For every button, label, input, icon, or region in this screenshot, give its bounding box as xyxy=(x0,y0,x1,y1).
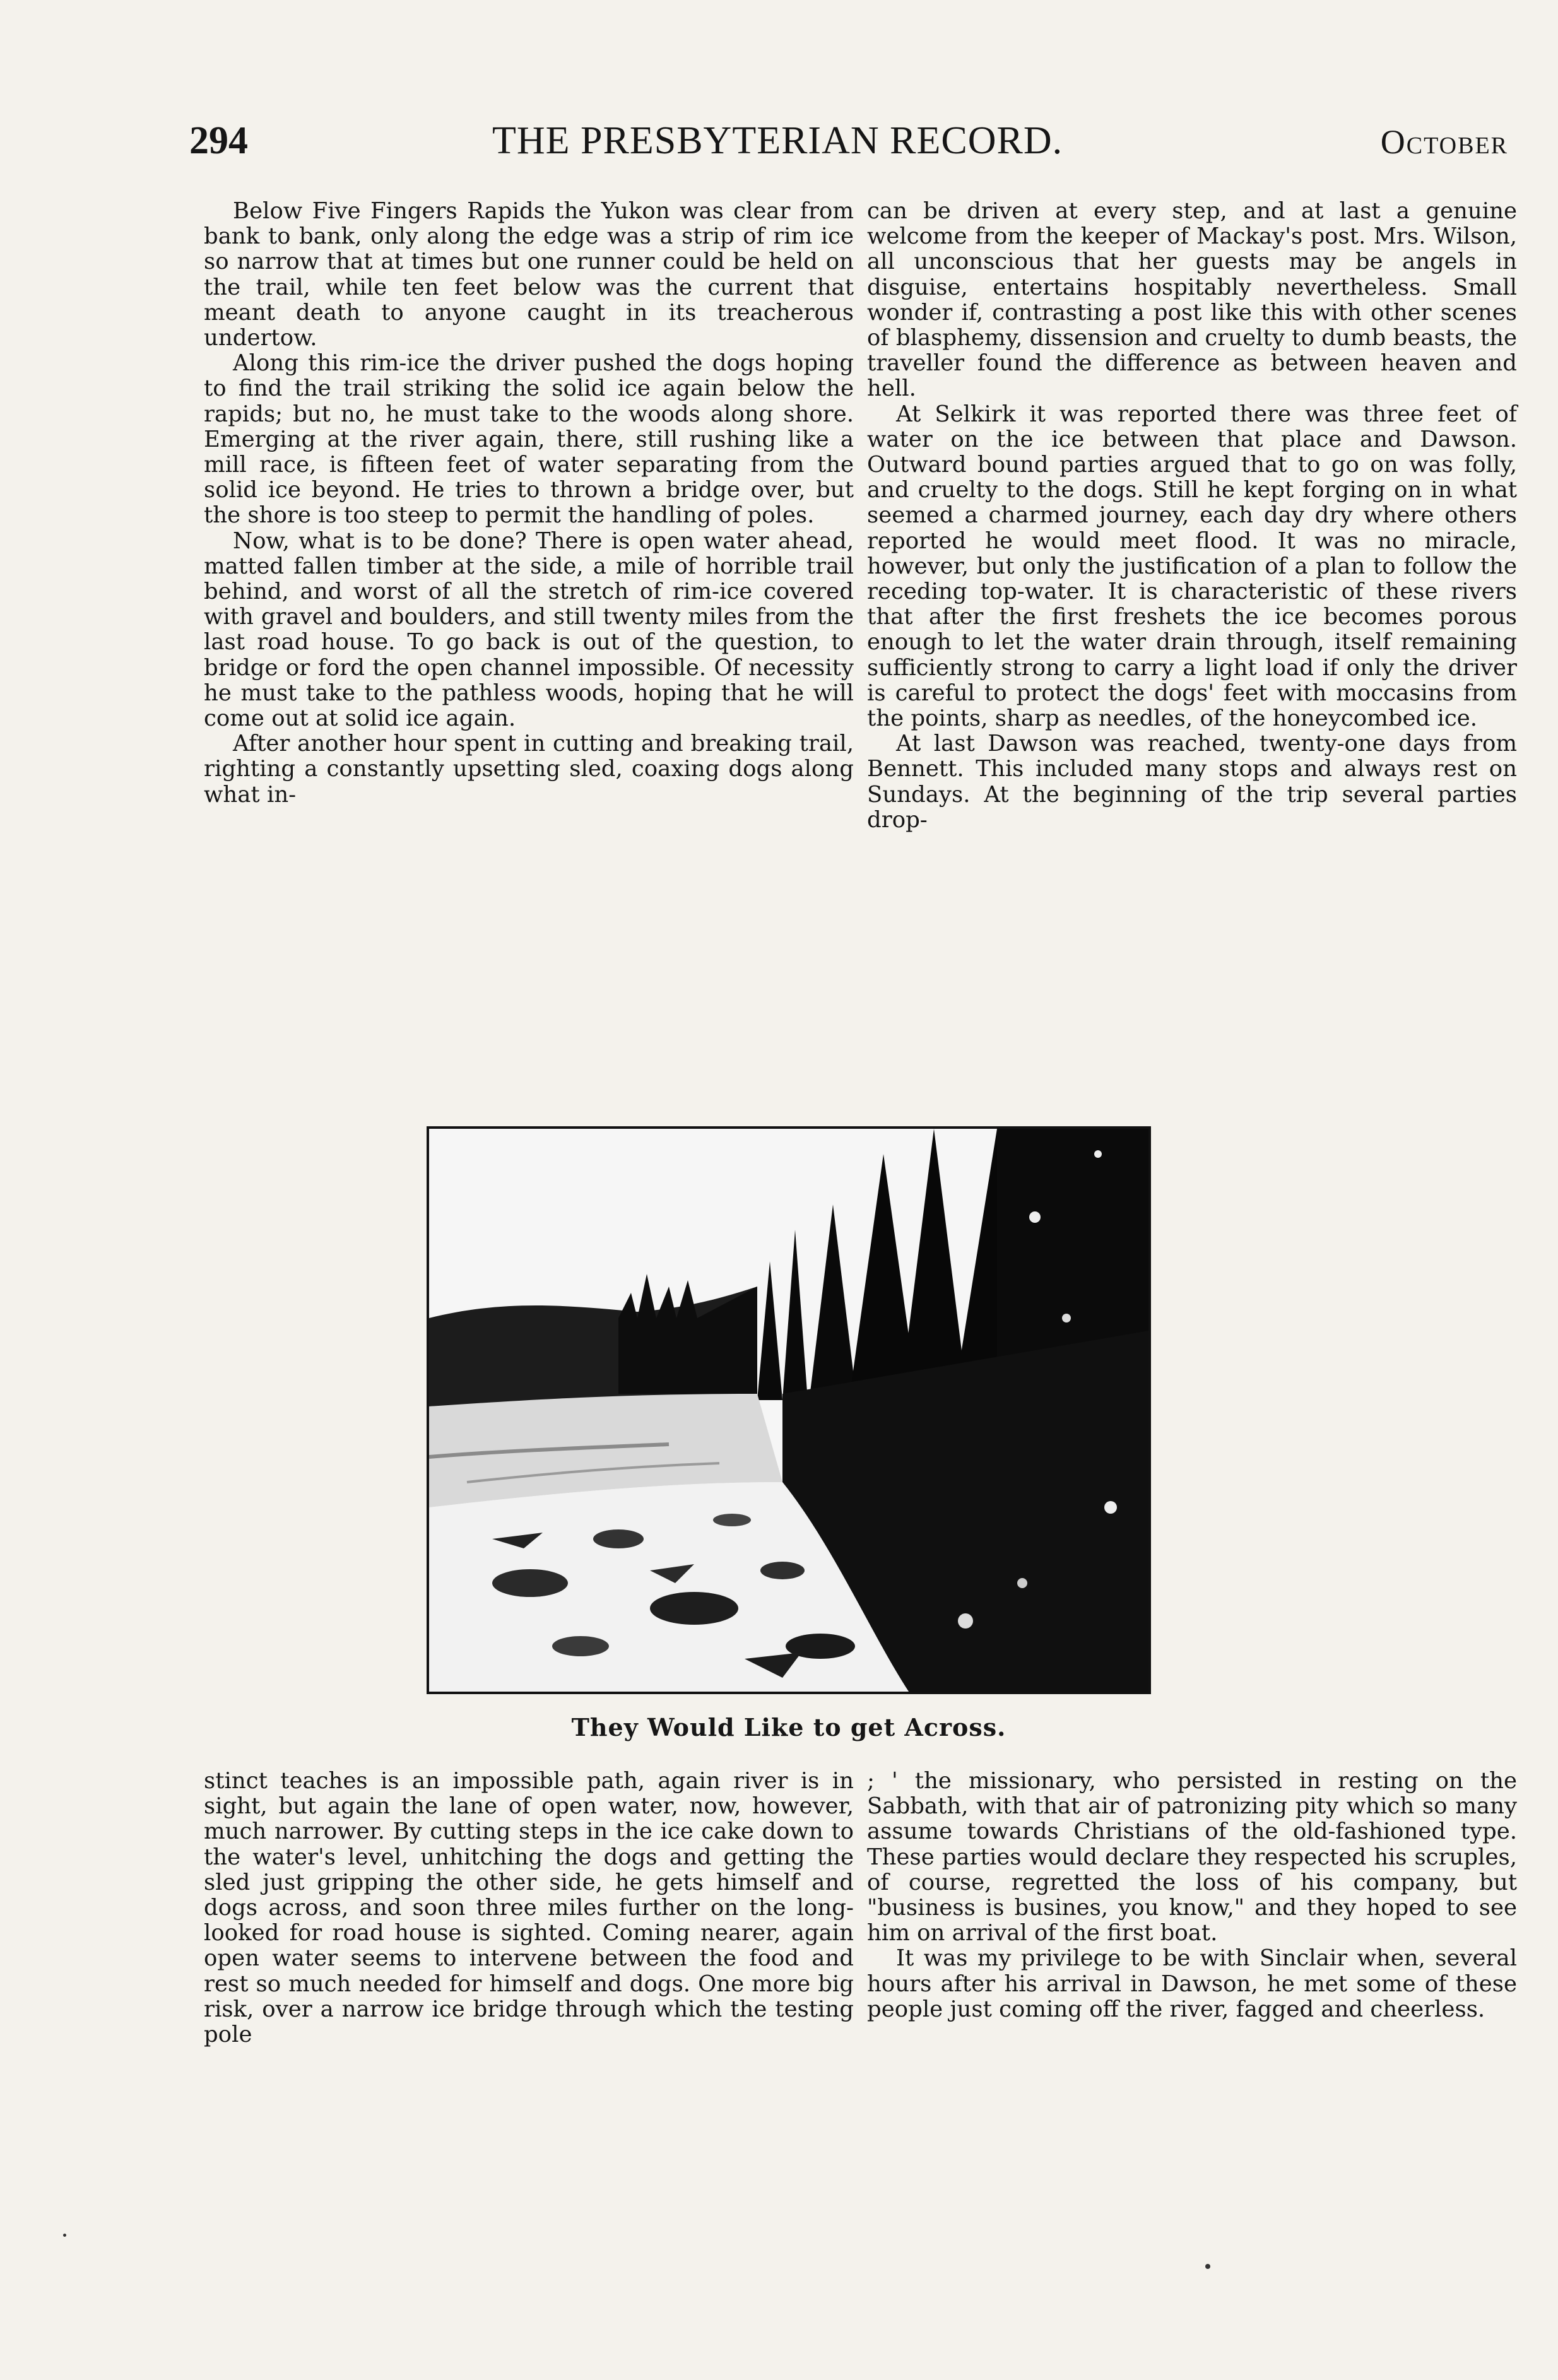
text-column-top-left xyxy=(204,199,854,808)
paragraph: At last Dawson was reached, twenty-one days from Bennett. This included many stops and always rest on Sundays. At the beginning of the trip several parties drop- xyxy=(867,731,1517,833)
issue-month: October xyxy=(1380,123,1508,161)
text-column-bottom-right xyxy=(867,1769,1517,2022)
paragraph: Below Five Fingers Rapids the Yukon was clear from bank to bank, only along the edge was a strip of rim ice so narrow that at times but one runner could be held on the trail, while ten feet below was the current that meant death to anyone caught in its treacherous undertow. xyxy=(204,198,854,351)
paragraph: can be driven at every step, and at last a genuine welcome from the keeper of Mackay's post. Mrs. Wilson, all unconscious that her guests may be angels in disguise, entertains hospitably nevertheless. Small wonder if, contrasting a post like this with other scenes of blasphemy, dissension and cruelty to dumb beasts, the traveller found the difference as between heaven and hell. xyxy=(867,198,1517,402)
paragraph: stinct teaches is an impossible path, again river is in sight, but again the lane of open water, now, however, much narrower. By cutting steps in the ice cake down to the water's level, unhitching the dogs and getting the sled just gripping the other side, he gets himself and dogs across, and soon three miles further on the long-looked for road house is sighted. Coming nearer, again open water seems to intervene between the food and rest so much needed for himself and dogs. One more big risk, over a narrow ice bridge through which the testing pole xyxy=(204,1768,854,2048)
ink-speck xyxy=(63,2234,66,2237)
paragraph: At Selkirk it was reported there was three feet of water on the ice between that place and Dawson. Outward bound parties argued that to go on was folly, and cruelty to the dogs. Still he kept forging on in what seemed a charmed journey, each day dry where others reported he would meet flood. It was no miracle, however, but only the justification of a plan to follow the receding top-water. It is characteristic of these rivers that after the first freshets the ice becomes porous enough to let the water drain through, itself remaining sufficiently strong to carry a light load if only the driver is careful to protect the dogs' feet with moccasins from the points, sharp as needles, of the honeycombed ice. xyxy=(867,401,1517,732)
paragraph: Along this rim-ice the driver pushed the dogs hoping to find the trail striking the solid ice again below the rapids; but no, he must take to the woods along shore. Emerging at the river again, there, still rushing like a mill race, is fifteen feet of water separating from the solid ice beyond. He tries to thrown a bridge over, but the shore is too steep to permit the handling of poles. xyxy=(204,350,854,529)
photo-caption: They Would Like to get Across. xyxy=(571,1713,1006,1741)
paragraph: Now, what is to be done? There is open water ahead, matted fallen timber at the side, a mile of horrible trail behind, and worst of all the stretch of rim-ice covered with gravel and boulders, and still twenty miles from the last road house. To go back is out of the question, to bridge or ford the open channel impossible. Of necessity he must take to the pathless woods, hoping that he will come out at solid ice again. xyxy=(204,527,854,732)
river-photograph xyxy=(427,1126,1151,1694)
page-header xyxy=(189,119,1508,169)
paragraph: It was my privilege to be with Sinclair when, several hours after his arrival in Dawson, he met some of these people just coming off the river, fagged and cheerless. xyxy=(867,1945,1517,2022)
paragraph: After another hour spent in cutting and breaking trail, righting a constantly upsetting sled, coaxing dogs along what in- xyxy=(204,731,854,808)
page-number: 294 xyxy=(189,119,248,162)
paragraph: ; ' the missionary, who persisted in resting on the Sabbath, with that air of patronizing pity which so many assume towards Christians of the old-fashioned type. These parties would declare they respected his scruples, of course, regretted the loss of his company, but "business is busines, you know," and they hoped to see him on arrival of the first boat. xyxy=(867,1768,1517,1947)
journal-title: THE PRESBYTERIAN RECORD. xyxy=(492,119,1063,162)
ink-speck xyxy=(1205,2264,1210,2269)
text-column-top-right xyxy=(867,199,1517,833)
text-column-bottom-left xyxy=(204,1769,854,2047)
